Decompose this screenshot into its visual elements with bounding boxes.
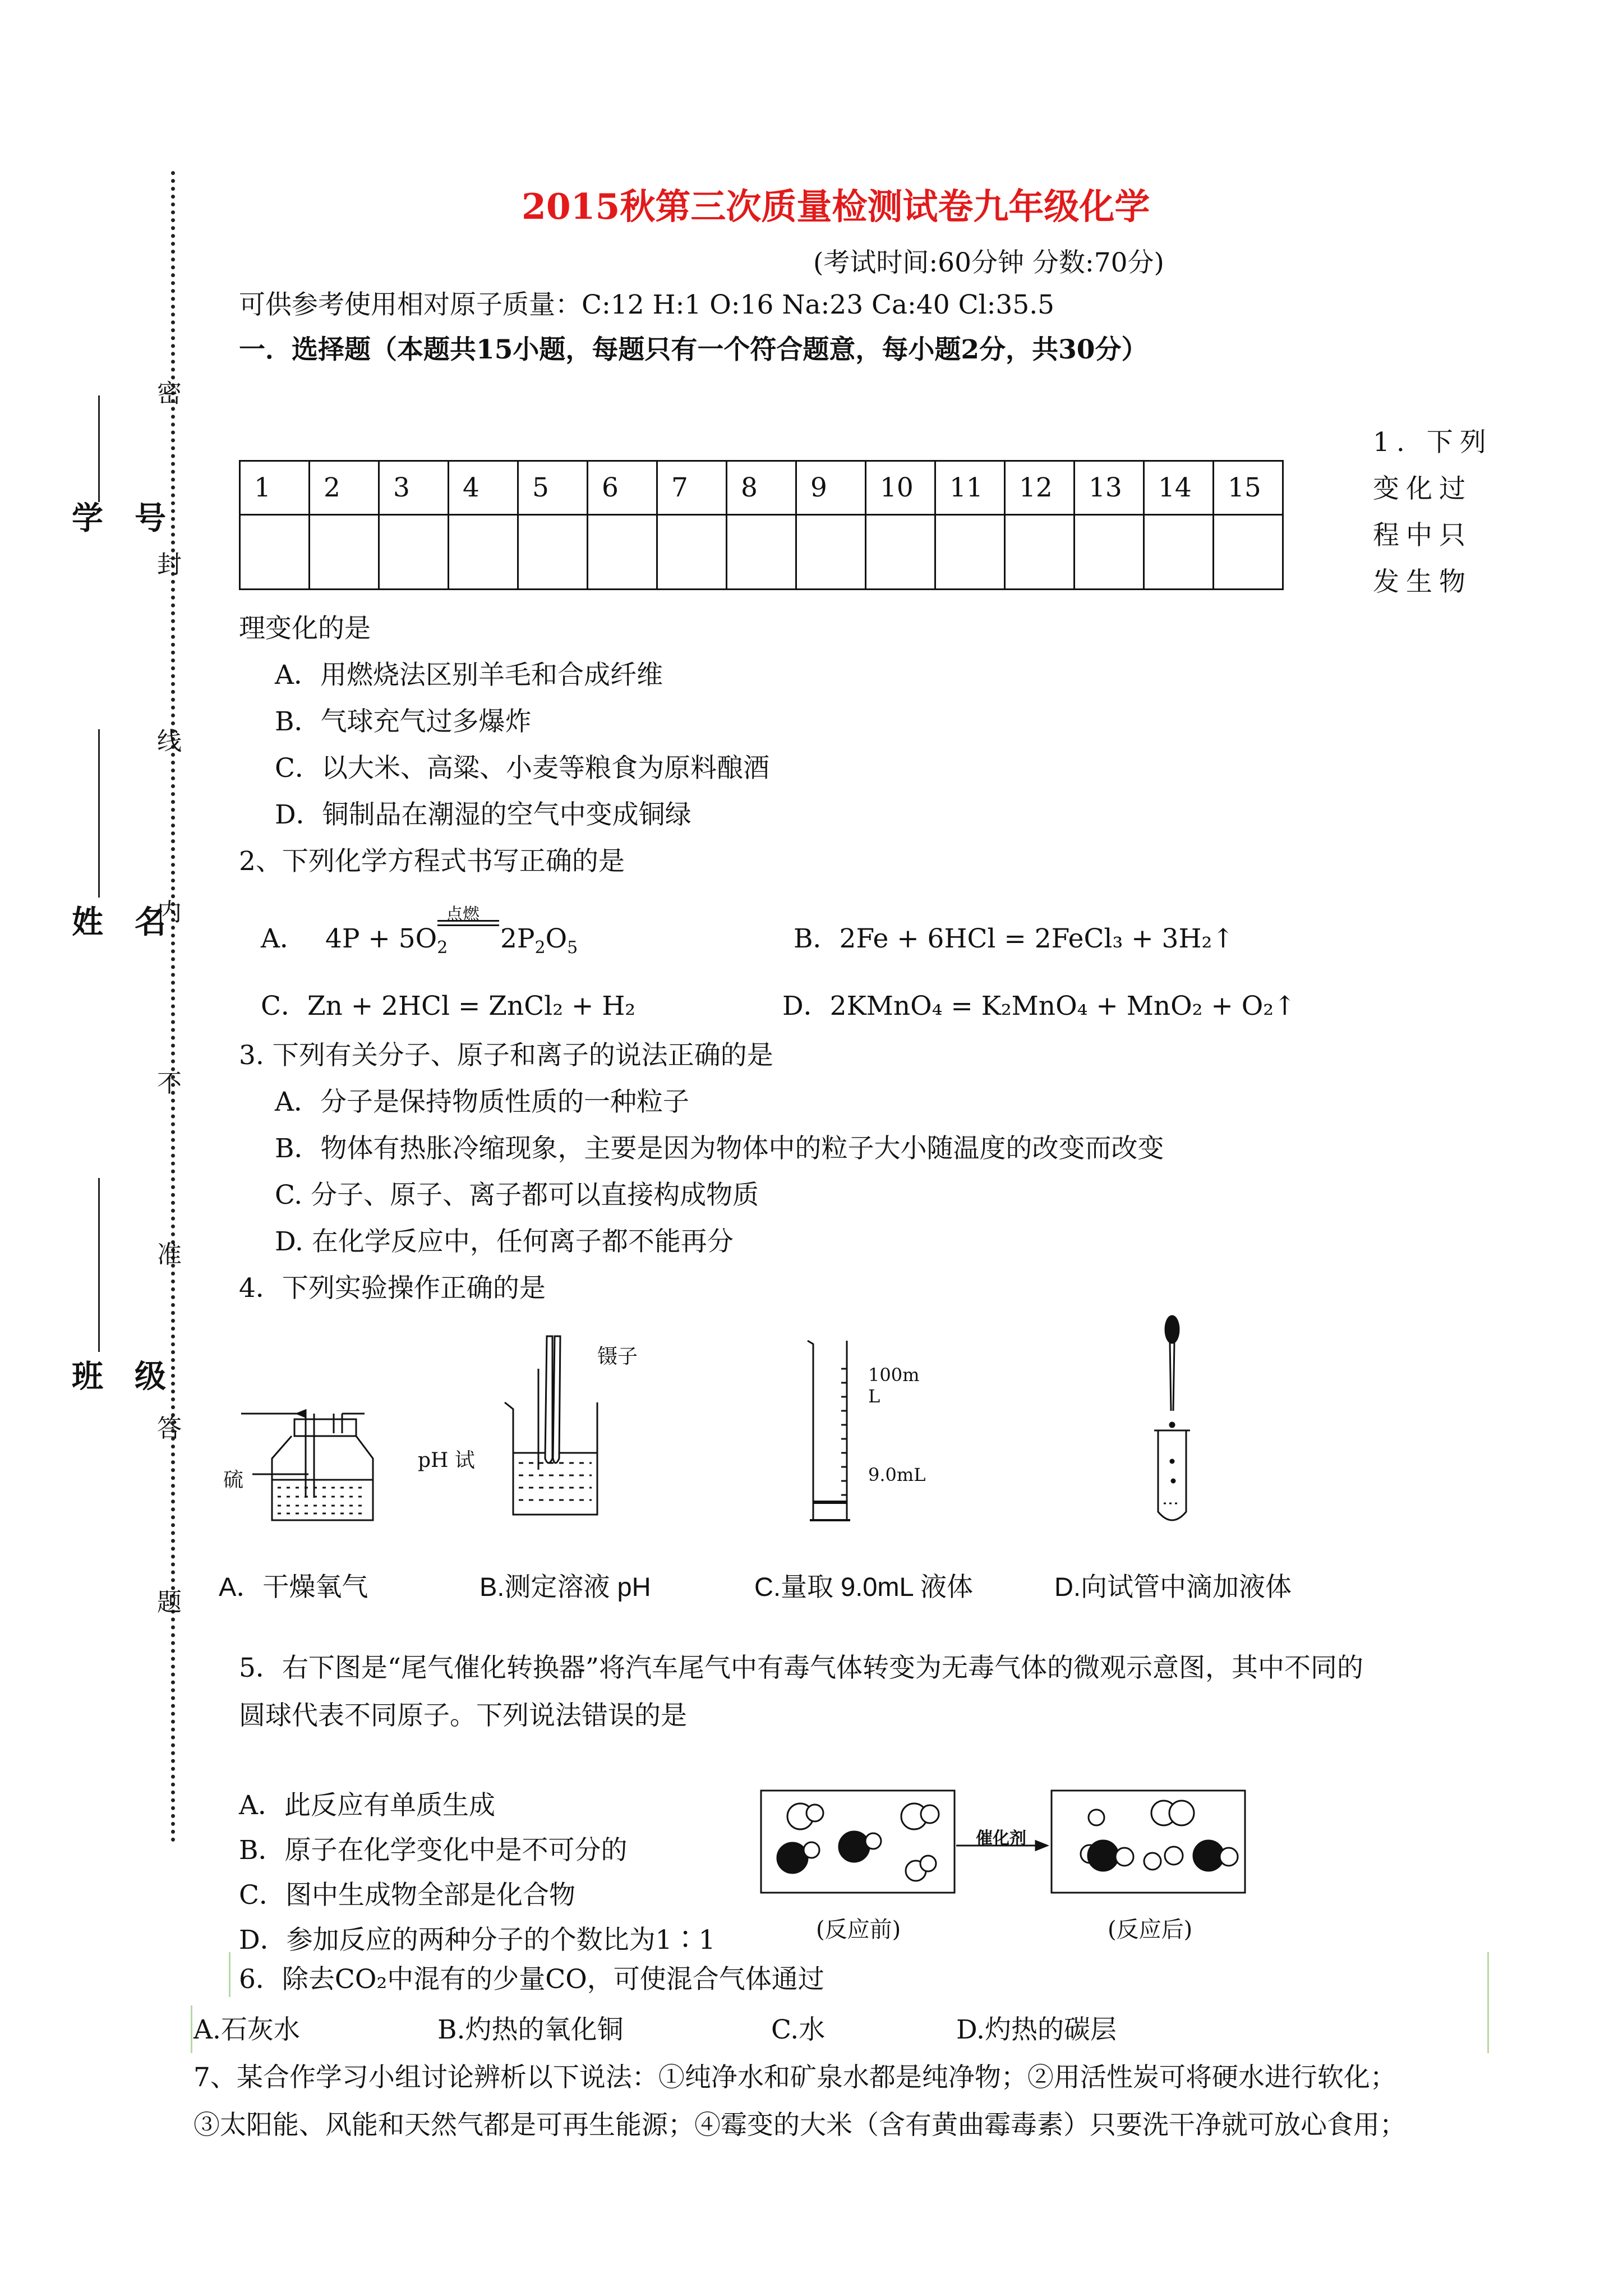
- answer-number-cell: 13: [1075, 461, 1144, 515]
- seal-char: 密: [157, 379, 182, 408]
- fig-b-ph-label: pH 试: [418, 1449, 475, 1472]
- seal-char: 封: [157, 550, 182, 579]
- atomic-masses: 可供参考使用相对原子质量：C:12 H:1 O:16 Na:23 Ca:40 Cl:35.5: [239, 289, 1055, 320]
- q1-option: A．用燃烧法区别羊毛和合成纤维: [275, 660, 663, 691]
- q7-line: ③太阳能、风能和天然气都是可再生能源；④霉变的大米（含有黄曲霉毒素）只要洗干净就可放心食用；: [193, 2110, 1406, 2141]
- seal-char: 不: [157, 1069, 182, 1098]
- q3-option: B．物体有热胀冷缩现象，主要是因为物体中的粒子大小随温度的改变而改变: [275, 1133, 1164, 1164]
- name-label: 姓 名: [72, 904, 166, 941]
- fig-c-volume-label: 9.0mL: [868, 1464, 926, 1485]
- dropper-test-tube-figure: [1138, 1313, 1206, 1531]
- q4-option: D.向试管中滴加液体: [1054, 1572, 1292, 1602]
- q5-option: A．此反应有单质生成: [239, 1790, 495, 1821]
- answer-blank-cell[interactable]: [657, 515, 727, 590]
- before-label: (反应前): [816, 1917, 901, 1943]
- seal-char: 内: [157, 898, 182, 927]
- q3-option: C. 分子、原子、离子都可以直接构成物质: [275, 1180, 759, 1211]
- answer-blank-cell[interactable]: [379, 515, 449, 590]
- section-heading: 一．选择题（本题共15小题，每题只有一个符合题意，每小题2分，共30分）: [239, 334, 1148, 365]
- answer-number-cell: 3: [379, 461, 449, 515]
- q3-option: D. 在化学反应中，任何离子都不能再分: [275, 1226, 734, 1257]
- beaker-ph-figure: [499, 1335, 611, 1526]
- q4-option: C.量取 9.0mL 液体: [754, 1572, 973, 1602]
- answer-blank-cell[interactable]: [518, 515, 588, 590]
- after-label: (反应后): [1108, 1917, 1193, 1943]
- graduated-cylinder-figure: [796, 1335, 875, 1526]
- answer-blank-cell[interactable]: [240, 515, 310, 590]
- q1-stem-line: 程中只: [1373, 520, 1472, 551]
- seal-char: 准: [157, 1240, 182, 1269]
- q1-option: B．气球充气过多爆炸: [275, 706, 532, 737]
- answer-blank-cell[interactable]: [727, 515, 796, 590]
- equation-bar: [437, 920, 499, 922]
- q2-option-c: C．Zn + 2HCl = ZnCl₂ + H₂: [261, 991, 636, 1022]
- q6-stem: 6．除去CO₂中混有的少量CO，可使混合气体通过: [239, 1964, 824, 1995]
- fig-a-label: 硫: [223, 1469, 244, 1492]
- answer-number-cell: 15: [1214, 461, 1283, 515]
- green-margin-mark: [191, 2005, 192, 2053]
- q6-option: A.石灰水: [193, 2014, 300, 2045]
- seal-char: 答: [157, 1414, 182, 1443]
- green-margin-mark: [229, 1952, 230, 1997]
- answer-number-cell: 10: [866, 461, 935, 515]
- q1-stem-cont: 理变化的是: [239, 613, 371, 644]
- answer-blank-cell[interactable]: [1005, 515, 1075, 590]
- catalyst-label: 催化剂: [976, 1829, 1026, 1848]
- gas-washing-bottle-figure: [219, 1335, 387, 1526]
- answer-number-cell: 1: [240, 461, 310, 515]
- answer-number-cell: 9: [796, 461, 866, 515]
- fig-c-volume-label: L: [868, 1386, 880, 1407]
- q1-stem-line: 1. 下列: [1373, 427, 1493, 458]
- seal-char: 线: [157, 727, 182, 756]
- q4-option: B.测定溶液 pH: [479, 1572, 651, 1602]
- student-id-label: 学 号: [72, 500, 166, 537]
- answer-blank-cell[interactable]: [796, 515, 866, 590]
- name-line: [98, 729, 100, 898]
- answer-number-cell: 11: [935, 461, 1005, 515]
- q2-stem: 2、下列化学方程式书写正确的是: [239, 846, 625, 877]
- q4-stem: 4．下列实验操作正确的是: [239, 1273, 546, 1304]
- q1-option: C．以大米、高粱、小麦等粮食为原料酿酒: [275, 753, 769, 784]
- q6-option: C.水: [771, 2014, 826, 2045]
- green-margin-mark: [1487, 1952, 1489, 2053]
- q7-line: 7、某合作学习小组讨论辨析以下说法：①纯净水和矿泉水都是纯净物；②用活性炭可将硬水进行软化；: [193, 2062, 1396, 2093]
- answer-number-cell: 8: [727, 461, 796, 515]
- answer-number-cell: 12: [1005, 461, 1075, 515]
- q3-option: A．分子是保持物质性质的一种粒子: [275, 1087, 689, 1117]
- q5-stem-line: 圆球代表不同原子。下列说法错误的是: [239, 1700, 687, 1731]
- q5-option: D．参加反应的两种分子的个数比为1∶1: [239, 1925, 716, 1955]
- q2-option-d: D．2KMnO₄ = K₂MnO₄ + MnO₂ + O₂↑: [782, 991, 1296, 1022]
- q4-option: A．干燥氧气: [219, 1572, 368, 1602]
- q2-option-a-product: $2P_2O_5$: [500, 923, 578, 958]
- answer-blank-cell[interactable]: [866, 515, 935, 590]
- answer-number-cell: 7: [657, 461, 727, 515]
- answer-blank-cell[interactable]: [1075, 515, 1144, 590]
- seal-char: 题: [157, 1588, 182, 1617]
- answer-blank-cell[interactable]: [588, 515, 657, 590]
- q3-stem: 3. 下列有关分子、原子和离子的说法正确的是: [239, 1040, 773, 1071]
- answer-number-cell: 4: [449, 461, 518, 515]
- answer-blank-cell[interactable]: [1214, 515, 1283, 590]
- answer-number-cell: 14: [1144, 461, 1214, 515]
- fig-c-volume-label: 100m: [868, 1364, 920, 1386]
- exam-info: (考试时间:60分钟 分数:70分): [813, 247, 1164, 278]
- answer-number-cell: 5: [518, 461, 588, 515]
- answer-blank-cell[interactable]: [449, 515, 518, 590]
- answer-number-cell: 2: [310, 461, 379, 515]
- class-line: [98, 1178, 100, 1352]
- q2-condition: 点燃: [446, 905, 479, 924]
- q2-option-a: A． $4P + 5O_2$: [261, 923, 448, 958]
- q6-option: B.灼热的氧化铜: [437, 2014, 624, 2045]
- q1-stem-line: 发生物: [1373, 567, 1472, 597]
- student-id-line: [98, 395, 100, 502]
- answer-blank-cell[interactable]: [1144, 515, 1214, 590]
- class-label: 班 级: [72, 1358, 166, 1395]
- q2-option-b: B．2Fe + 6HCl = 2FeCl₃ + 3H₂↑: [794, 923, 1234, 954]
- q1-stem-line: 变化过: [1373, 473, 1472, 504]
- answer-number-cell: 6: [588, 461, 657, 515]
- q5-option: B．原子在化学变化中是不可分的: [239, 1835, 628, 1866]
- answer-blank-cell[interactable]: [935, 515, 1005, 590]
- q1-option: D．铜制品在潮湿的空气中变成铜绿: [275, 799, 691, 830]
- answer-blank-cell[interactable]: [310, 515, 379, 590]
- page-title: 2015秋第三次质量检测试卷九年级化学: [522, 186, 1150, 227]
- q6-option: D.灼热的碳层: [956, 2014, 1117, 2045]
- answer-table: [239, 460, 1284, 590]
- q5-stem-line: 5．右下图是“尾气催化转换器”将汽车尾气中有毒气体转变为无毒气体的微观示意图，其中不同的: [239, 1653, 1363, 1683]
- q5-option: C．图中生成物全部是化合物: [239, 1880, 575, 1911]
- fig-b-tweezers-label: 镊子: [597, 1345, 638, 1368]
